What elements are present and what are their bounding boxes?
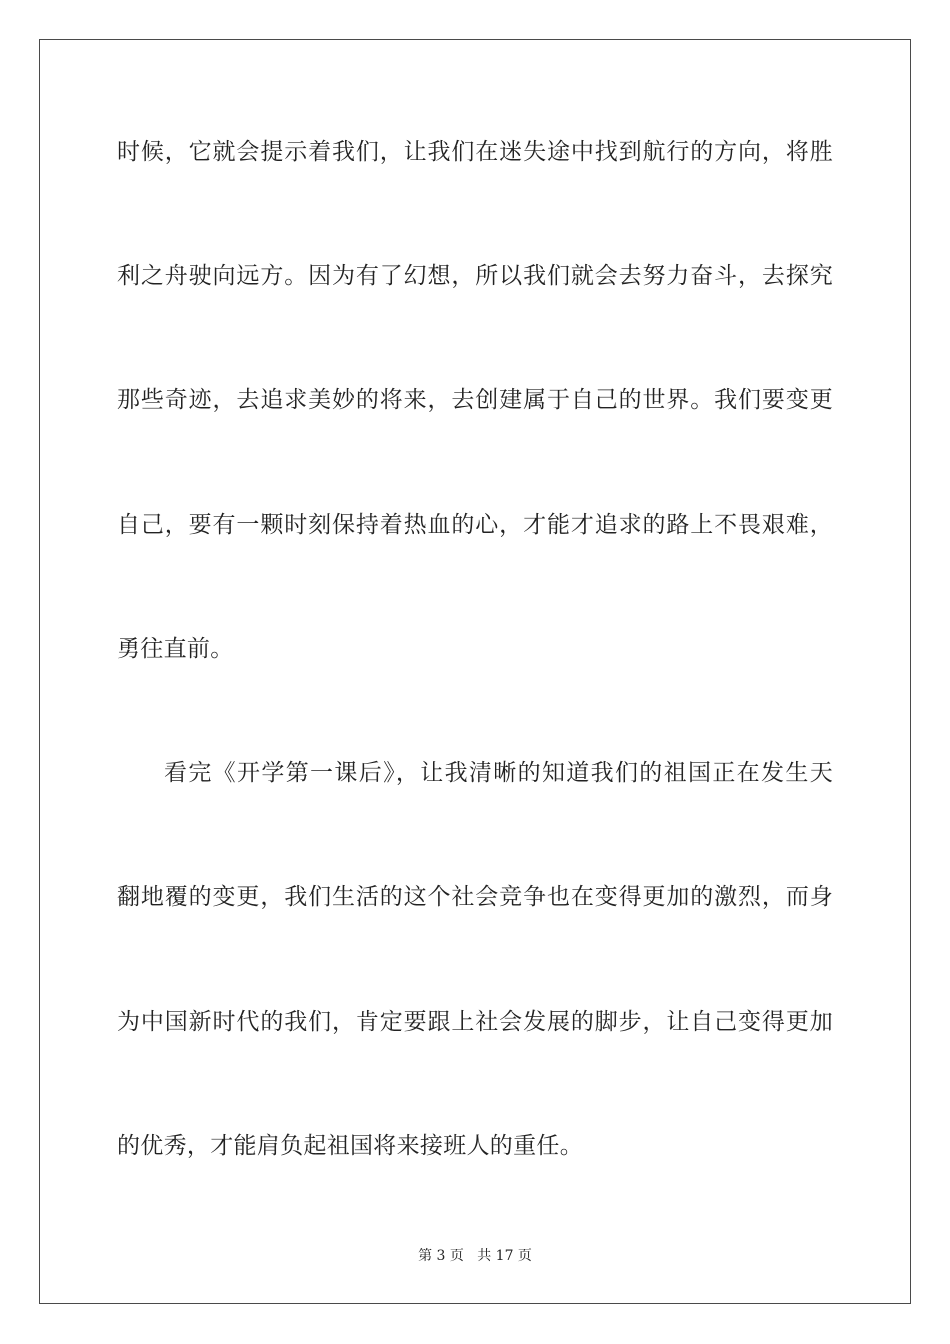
- paragraph-line-2: 利之舟驶向远方。因为有了幻想，所以我们就会去努力奋斗，去探究: [117, 263, 833, 289]
- paragraph-line-8: 为中国新时代的我们，肯定要跟上社会发展的脚步，让自己变得更加: [117, 1009, 833, 1035]
- paragraph-line-9: 的优秀，才能肩负起祖国将来接班人的重任。: [117, 1133, 583, 1159]
- paragraph-line-7: 翻地覆的变更，我们生活的这个社会竞争也在变得更加的激烈，而身: [117, 884, 833, 910]
- page-number-footer: 第 3 页 共 17 页: [418, 1248, 532, 1264]
- paragraph-line-6: 看完《开学第一课后》，让我清晰的知道我们的祖国正在发生天: [164, 760, 833, 786]
- paragraph-line-1: 时候，它就会提示着我们，让我们在迷失途中找到航行的方向，将胜: [117, 139, 833, 165]
- page-frame: [39, 39, 911, 1304]
- paragraph-line-3: 那些奇迹，去追求美妙的将来，去创建属于自己的世界。我们要变更: [117, 387, 833, 413]
- paragraph-line-5: 勇往直前。: [117, 636, 234, 662]
- paragraph-line-4: 自己，要有一颗时刻保持着热血的心，才能才追求的路上不畏艰难，: [117, 512, 833, 538]
